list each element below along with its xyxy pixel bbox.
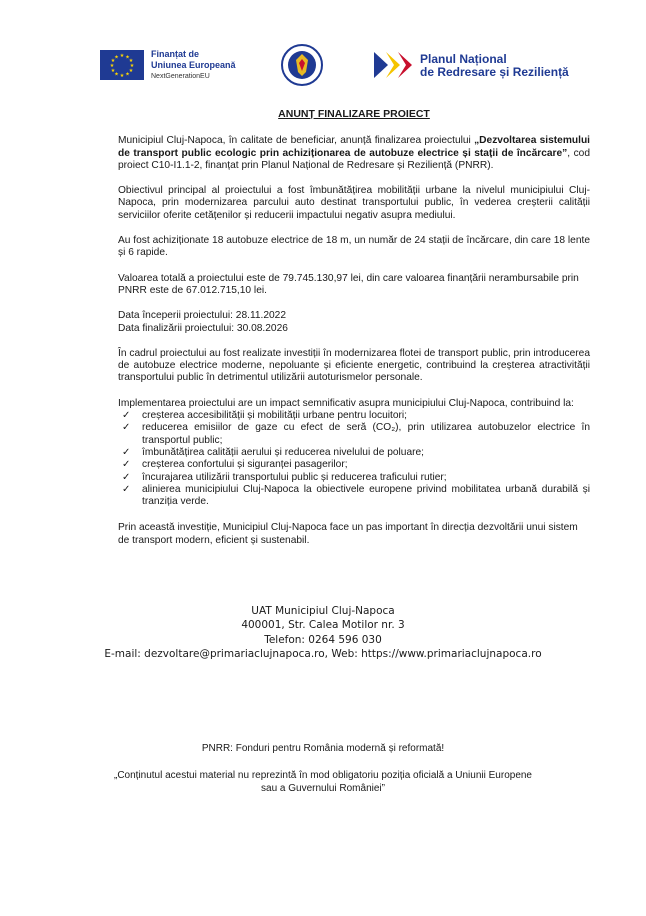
- intro-paragraph: [118, 135, 590, 172]
- svg-text:★: ★: [119, 73, 125, 79]
- svg-text:★: ★: [125, 71, 130, 78]
- pnrr-logo-text: [420, 53, 569, 79]
- start-date: Data începerii proiectului: 28.11.2022: [118, 310, 287, 322]
- pnrr-line-2: de Redresare și Reziliență: [420, 65, 569, 79]
- contact-org: UAT Municipiul Cluj-Napoca: [251, 605, 395, 617]
- eu-flag-logo: [100, 50, 144, 80]
- announcement-body: [118, 108, 590, 560]
- svg-text:★: ★: [110, 58, 116, 64]
- contact-block: [0, 604, 646, 661]
- page-title: ANUNȚ FINALIZARE PROIECT: [278, 108, 430, 120]
- benefit-text: reducerea emisiilor de gaze cu efect de seră (CO₂), prin utilizarea autobuzelor electrice în transportul public;: [142, 422, 590, 446]
- investments-paragraph: În cadrul proiectului au fost realizate investiții în modernizarea flotei de transport public, prin introducerea de autobuze electrice moderne, nepoluante și eficiente energetic, contribuind la creșterea atractivității transportului public în detrimentul utilizării autoturismelor personale.: [118, 347, 590, 384]
- svg-text:★: ★: [128, 58, 134, 64]
- svg-text:★: ★: [114, 54, 119, 61]
- pnrr-chevron-logo: [374, 52, 416, 78]
- pnrr-line-1: Planul Național: [420, 52, 507, 66]
- svg-text:★: ★: [125, 54, 130, 61]
- benefit-text: creșterea accesibilității și mobilității urbane pentru locuitori;: [142, 410, 407, 422]
- contact-address: 400001, Str. Calea Motilor nr. 3: [241, 619, 405, 632]
- list-item: [122, 471, 590, 484]
- benefit-text: creșterea confortului și siguranței pasagerilor;: [142, 459, 348, 471]
- eu-funding-text: [151, 49, 236, 82]
- svg-text:★: ★: [119, 53, 125, 59]
- benefit-text: încurajarea utilizării transportului public și reducerea traficului rutier;: [142, 471, 447, 483]
- list-item: [122, 483, 590, 509]
- footer-slogan: PNRR: Fonduri pentru România modernă și reformată!: [201, 743, 445, 754]
- eu-line-1: Finanțat de: [151, 49, 200, 59]
- list-item: [122, 459, 590, 471]
- list-item: [122, 410, 590, 422]
- project-name: „Dezvoltarea sistemului de transport public ecologic prin achiziționarea de autobuze electrice și stații de încărcare”: [118, 135, 591, 159]
- objective-paragraph: Obiectivul principal al proiectului a fost îmbunătățirea mobilității urbane la nivelul municipiului Cluj-Napoca, prin modernizarea parcului auto destinat transportului public, în vederea creșterii calității serviciilor oferite cetățenilor și reducerii impactului negativ asupra mediului.: [118, 185, 590, 221]
- checkmark-icon: ✓: [122, 446, 131, 458]
- svg-text:★: ★: [110, 68, 116, 74]
- header-logos: [0, 40, 646, 92]
- footer-disclaimer: „Conținutul acestui material nu reprezintă în mod obligatoriu poziția oficială a Uniunii Europene sau a Guvernului României”: [113, 770, 532, 794]
- svg-text:★: ★: [128, 68, 134, 74]
- end-date: Data finalizării proiectului: 30.08.2026: [118, 322, 288, 334]
- benefit-text: îmbunătățirea calității aerului și reducerea nivelului de poluare;: [142, 446, 425, 458]
- checkmark-icon: ✓: [122, 471, 131, 483]
- intro-before: Municipiul Cluj-Napoca, în calitate de beneficiar, anunță finalizarea proiectului: [118, 135, 475, 147]
- value-paragraph: Valoarea totală a proiectului este de 79.745.130,97 lei, din care valoarea finanțării nerambursabile prin PNRR este de 67.012.715,10 lei.: [118, 272, 579, 296]
- footer: [110, 742, 536, 795]
- list-item: [122, 422, 590, 447]
- eu-line-2: Uniunea Europeană: [151, 60, 236, 70]
- eu-line-3: NextGenerationEU: [151, 73, 210, 80]
- checkmark-icon: ✓: [122, 422, 131, 434]
- list-item: [122, 446, 590, 459]
- intro-after: , cod proiect C10-I1.1-2, finanțat prin Planul Național de Redresare și Reziliență (PNRR).: [118, 147, 590, 171]
- checkmark-icon: ✓: [122, 483, 131, 495]
- benefit-text: alinierea municipiului Cluj-Napoca la obiectivele europene privind mobilitatea urbană durabilă și tranziția verde.: [142, 483, 590, 508]
- acquisitions-paragraph: Au fost achiziționate 18 autobuze electrice de 18 m, un număr de 24 stații de încărcare, din care 18 lente și 6 rapide.: [118, 235, 590, 259]
- contact-phone: Telefon: 0264 596 030: [264, 633, 382, 646]
- government-seal-logo: [281, 44, 323, 86]
- svg-text:★: ★: [109, 63, 115, 69]
- svg-text:★: ★: [114, 71, 119, 78]
- contact-email-web: E-mail: dezvoltare@primariaclujnapoca.ro, Web: https://www.primariaclujnapoca.ro: [104, 647, 542, 660]
- checkmark-icon: ✓: [122, 410, 131, 422]
- svg-text:★: ★: [129, 63, 135, 69]
- dates-block: [118, 310, 590, 335]
- benefits-list: [118, 410, 590, 508]
- conclusion-paragraph: Prin această investiție, Municipiul Cluj-Napoca face un pas important în direcția dezvoltării unui sistem de transport modern, eficient și sustenabil.: [118, 522, 578, 546]
- impact-intro: Implementarea proiectului are un impact semnificativ asupra municipiului Cluj-Napoca, contribuind la:: [118, 397, 574, 409]
- checkmark-icon: ✓: [122, 459, 131, 471]
